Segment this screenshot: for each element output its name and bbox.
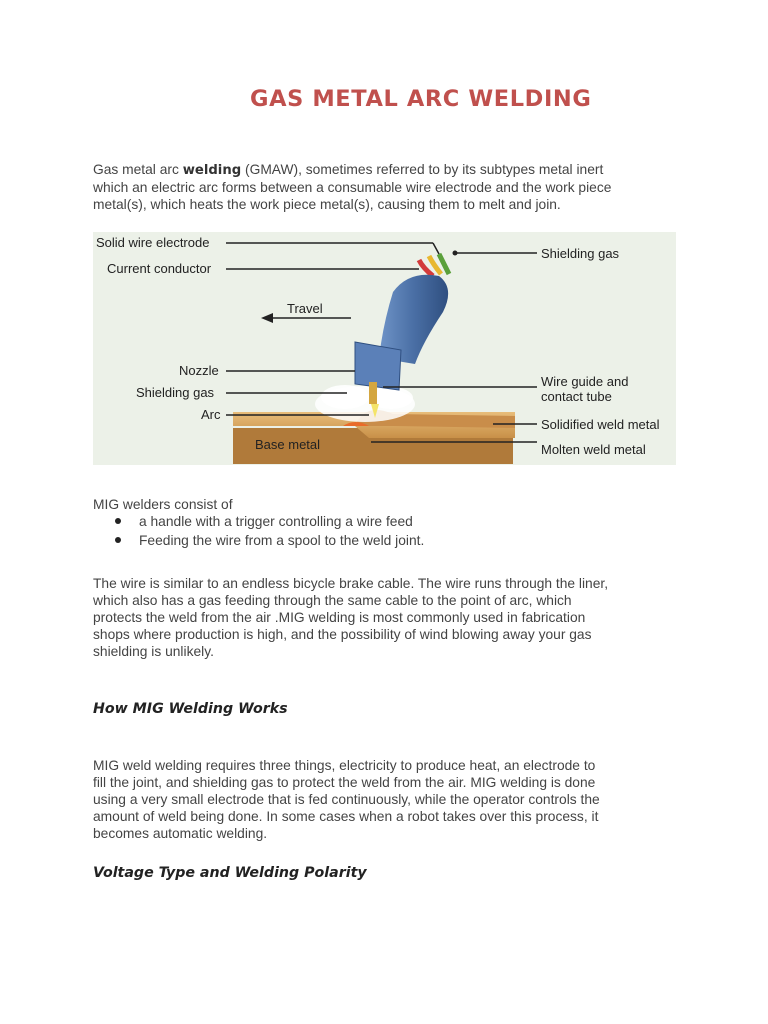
heading-voltage-polarity: Voltage Type and Welding Polarity — [93, 865, 367, 881]
gmaw-diagram — [93, 232, 676, 465]
label-shielding-gas-left: Shielding gas — [136, 385, 215, 400]
bullet-dot — [115, 518, 121, 524]
label-solid-wire-electrode: Solid wire electrode — [96, 235, 210, 250]
bullet-text: a handle with a trigger controlling a wire feed — [139, 514, 413, 529]
wire-line: shielding is unlikely. — [93, 644, 214, 659]
how-line: becomes automatic welding. — [93, 826, 268, 841]
wire-line: The wire is similar to an endless bicycle brake cable. The wire runs through the liner, — [93, 576, 609, 591]
document-title: GAS METAL ARC WELDING — [250, 86, 592, 112]
how-line: MIG weld welding requires three things, electricity to produce heat, an electrode to — [93, 758, 596, 773]
intro-line-3: metal(s), which heats the work piece metal(s), causing them to melt and join. — [93, 197, 561, 212]
bullet-list — [93, 512, 424, 550]
wire-line: protects the weld from the air .MIG welding is most commonly used in fabrication — [93, 610, 586, 625]
label-wire-guide-line-2: contact tube — [541, 389, 612, 404]
bullet-text: Feeding the wire from a spool to the weld joint. — [139, 533, 425, 548]
label-nozzle: Nozzle — [179, 363, 219, 378]
how-line: using a very small electrode that is fed continuously, while the operator controls the — [93, 792, 600, 807]
contact-tube — [369, 382, 377, 404]
label-molten-weld-metal: Molten weld metal — [541, 442, 646, 457]
label-arc: Arc — [201, 407, 221, 422]
label-shielding-gas-right: Shielding gas — [541, 246, 620, 261]
wire-line: shops where production is high, and the possibility of wind blowing away your gas — [93, 627, 592, 642]
bullet-item — [93, 531, 424, 550]
mig-intro: MIG welders consist of — [93, 497, 233, 512]
wire-paragraph — [93, 575, 693, 660]
bullet-dot — [115, 537, 121, 543]
intro-line-1-start: Gas metal arc — [93, 162, 183, 177]
wire-line: which also has a gas feeding through the same cable to the point of arc, which — [93, 593, 572, 608]
label-travel: Travel — [287, 301, 323, 316]
intro-line-2: which an electric arc forms between a consumable wire electrode and the work piece — [93, 180, 612, 195]
how-paragraph — [93, 757, 693, 842]
how-line: amount of weld being done. In some cases when a robot takes over this process, it — [93, 809, 599, 824]
heading-how-mig-works: How MIG Welding Works — [93, 701, 288, 717]
intro-line-1 — [93, 161, 693, 179]
intro-bold-term: welding — [182, 163, 242, 178]
label-solidified-weld-metal: Solidified weld metal — [541, 417, 660, 432]
label-base-metal: Base metal — [255, 437, 321, 452]
label-wire-guide-line-1: Wire guide and — [541, 374, 629, 389]
label-current-conductor: Current conductor — [107, 261, 212, 276]
torch-nozzle — [355, 342, 401, 390]
bullet-item — [93, 512, 424, 531]
intro-line-1-end: (GMAW), sometimes referred to by its subtypes metal inert — [241, 162, 604, 177]
how-line: fill the joint, and shielding gas to protect the weld from the air. MIG welding is done — [93, 775, 596, 790]
intro-paragraph — [93, 161, 693, 213]
